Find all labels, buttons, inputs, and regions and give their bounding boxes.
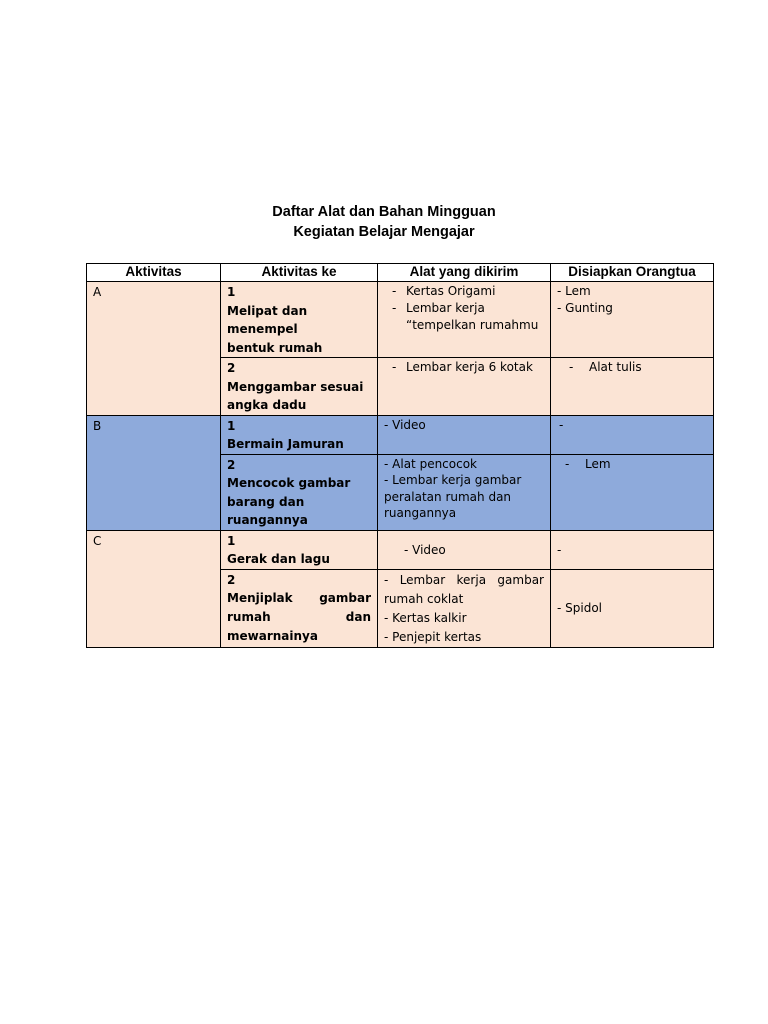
alat-cell (378, 415, 551, 454)
table-row (87, 530, 714, 569)
activity-name-line: Menjiplak gambar rumah dan mewarnainya (227, 591, 371, 643)
activity-number: 2 (227, 572, 236, 587)
siap-cell (551, 569, 714, 647)
activity-number: 2 (227, 457, 236, 472)
activity-cell (221, 569, 378, 647)
activity-name-line: bentuk rumah (227, 340, 323, 355)
header-aktivitas: Aktivitas (87, 264, 221, 282)
activity-cell (221, 282, 378, 358)
activity-name-line: barang dan ruangannya (227, 494, 308, 527)
activity-name-line: Menggambar sesuai (227, 379, 364, 394)
siap-item (559, 417, 707, 434)
siap-item: - Alat tulis (563, 359, 707, 376)
alat-item: - Penjepit kertas (384, 628, 544, 647)
alat-item: - Video (384, 417, 544, 434)
activity-cell (221, 415, 378, 454)
activity-name-line: Mencocok gambar (227, 476, 351, 490)
alat-item: - Lembar kerja 6 kotak (384, 359, 544, 376)
alat-item: - Alat pencocok (384, 456, 544, 473)
activity-number: 1 (227, 418, 236, 433)
alat-cell (378, 454, 551, 530)
alat-cell (378, 530, 551, 569)
alat-cell (378, 282, 551, 358)
activity-name-line: Melipat dan menempel (227, 303, 308, 336)
alat-item: - Kertas Origami (384, 283, 544, 300)
siap-cell (551, 415, 714, 454)
title-line-1: Daftar Alat dan Bahan Mingguan (272, 204, 496, 220)
activity-number: 1 (227, 533, 236, 548)
alat-item: - Video (384, 542, 544, 559)
siap-cell (551, 530, 714, 569)
siap-item: - Spidol (557, 600, 707, 617)
alat-item: - Kertas kalkir (384, 609, 544, 628)
alat-item: - Lembar kerja gambar peralatan rumah dan ruangannya (384, 472, 544, 522)
header-disiapkan-orangtua: Disiapkan Orangtua (551, 264, 714, 282)
alat-cell (378, 569, 551, 647)
alat-cell (378, 358, 551, 416)
siap-item (557, 542, 707, 559)
siap-item: - Lem (559, 456, 707, 473)
activity-name-line: angka dadu (227, 398, 307, 412)
alat-item: - Lembar kerja gambar rumah coklat (384, 571, 544, 609)
siap-cell (551, 358, 714, 416)
siap-item: - Lem (557, 283, 707, 300)
group-label-c: C (87, 530, 221, 647)
alat-item: - Lembar kerja “tempelkan rumahmu (384, 300, 544, 334)
document-title (0, 202, 768, 242)
activity-cell (221, 358, 378, 416)
table-header-row (87, 264, 714, 282)
header-aktivitas-ke: Aktivitas ke (221, 264, 378, 282)
activity-number: 1 (227, 285, 236, 299)
siap-cell (551, 282, 714, 358)
materials-table (86, 263, 714, 648)
siap-item: - Gunting (557, 300, 707, 317)
group-label-b: B (87, 415, 221, 530)
table-row (87, 282, 714, 358)
activity-cell (221, 454, 378, 530)
activity-cell (221, 530, 378, 569)
activity-name-line: Bermain Jamuran (227, 437, 344, 451)
activity-number: 2 (227, 361, 236, 375)
table-row (87, 415, 714, 454)
title-line-2: Kegiatan Belajar Mengajar (293, 224, 475, 240)
header-alat-dikirim: Alat yang dikirim (378, 264, 551, 282)
group-label-a: A (87, 282, 221, 416)
siap-cell (551, 454, 714, 530)
activity-name-line: Gerak dan lagu (227, 552, 330, 566)
